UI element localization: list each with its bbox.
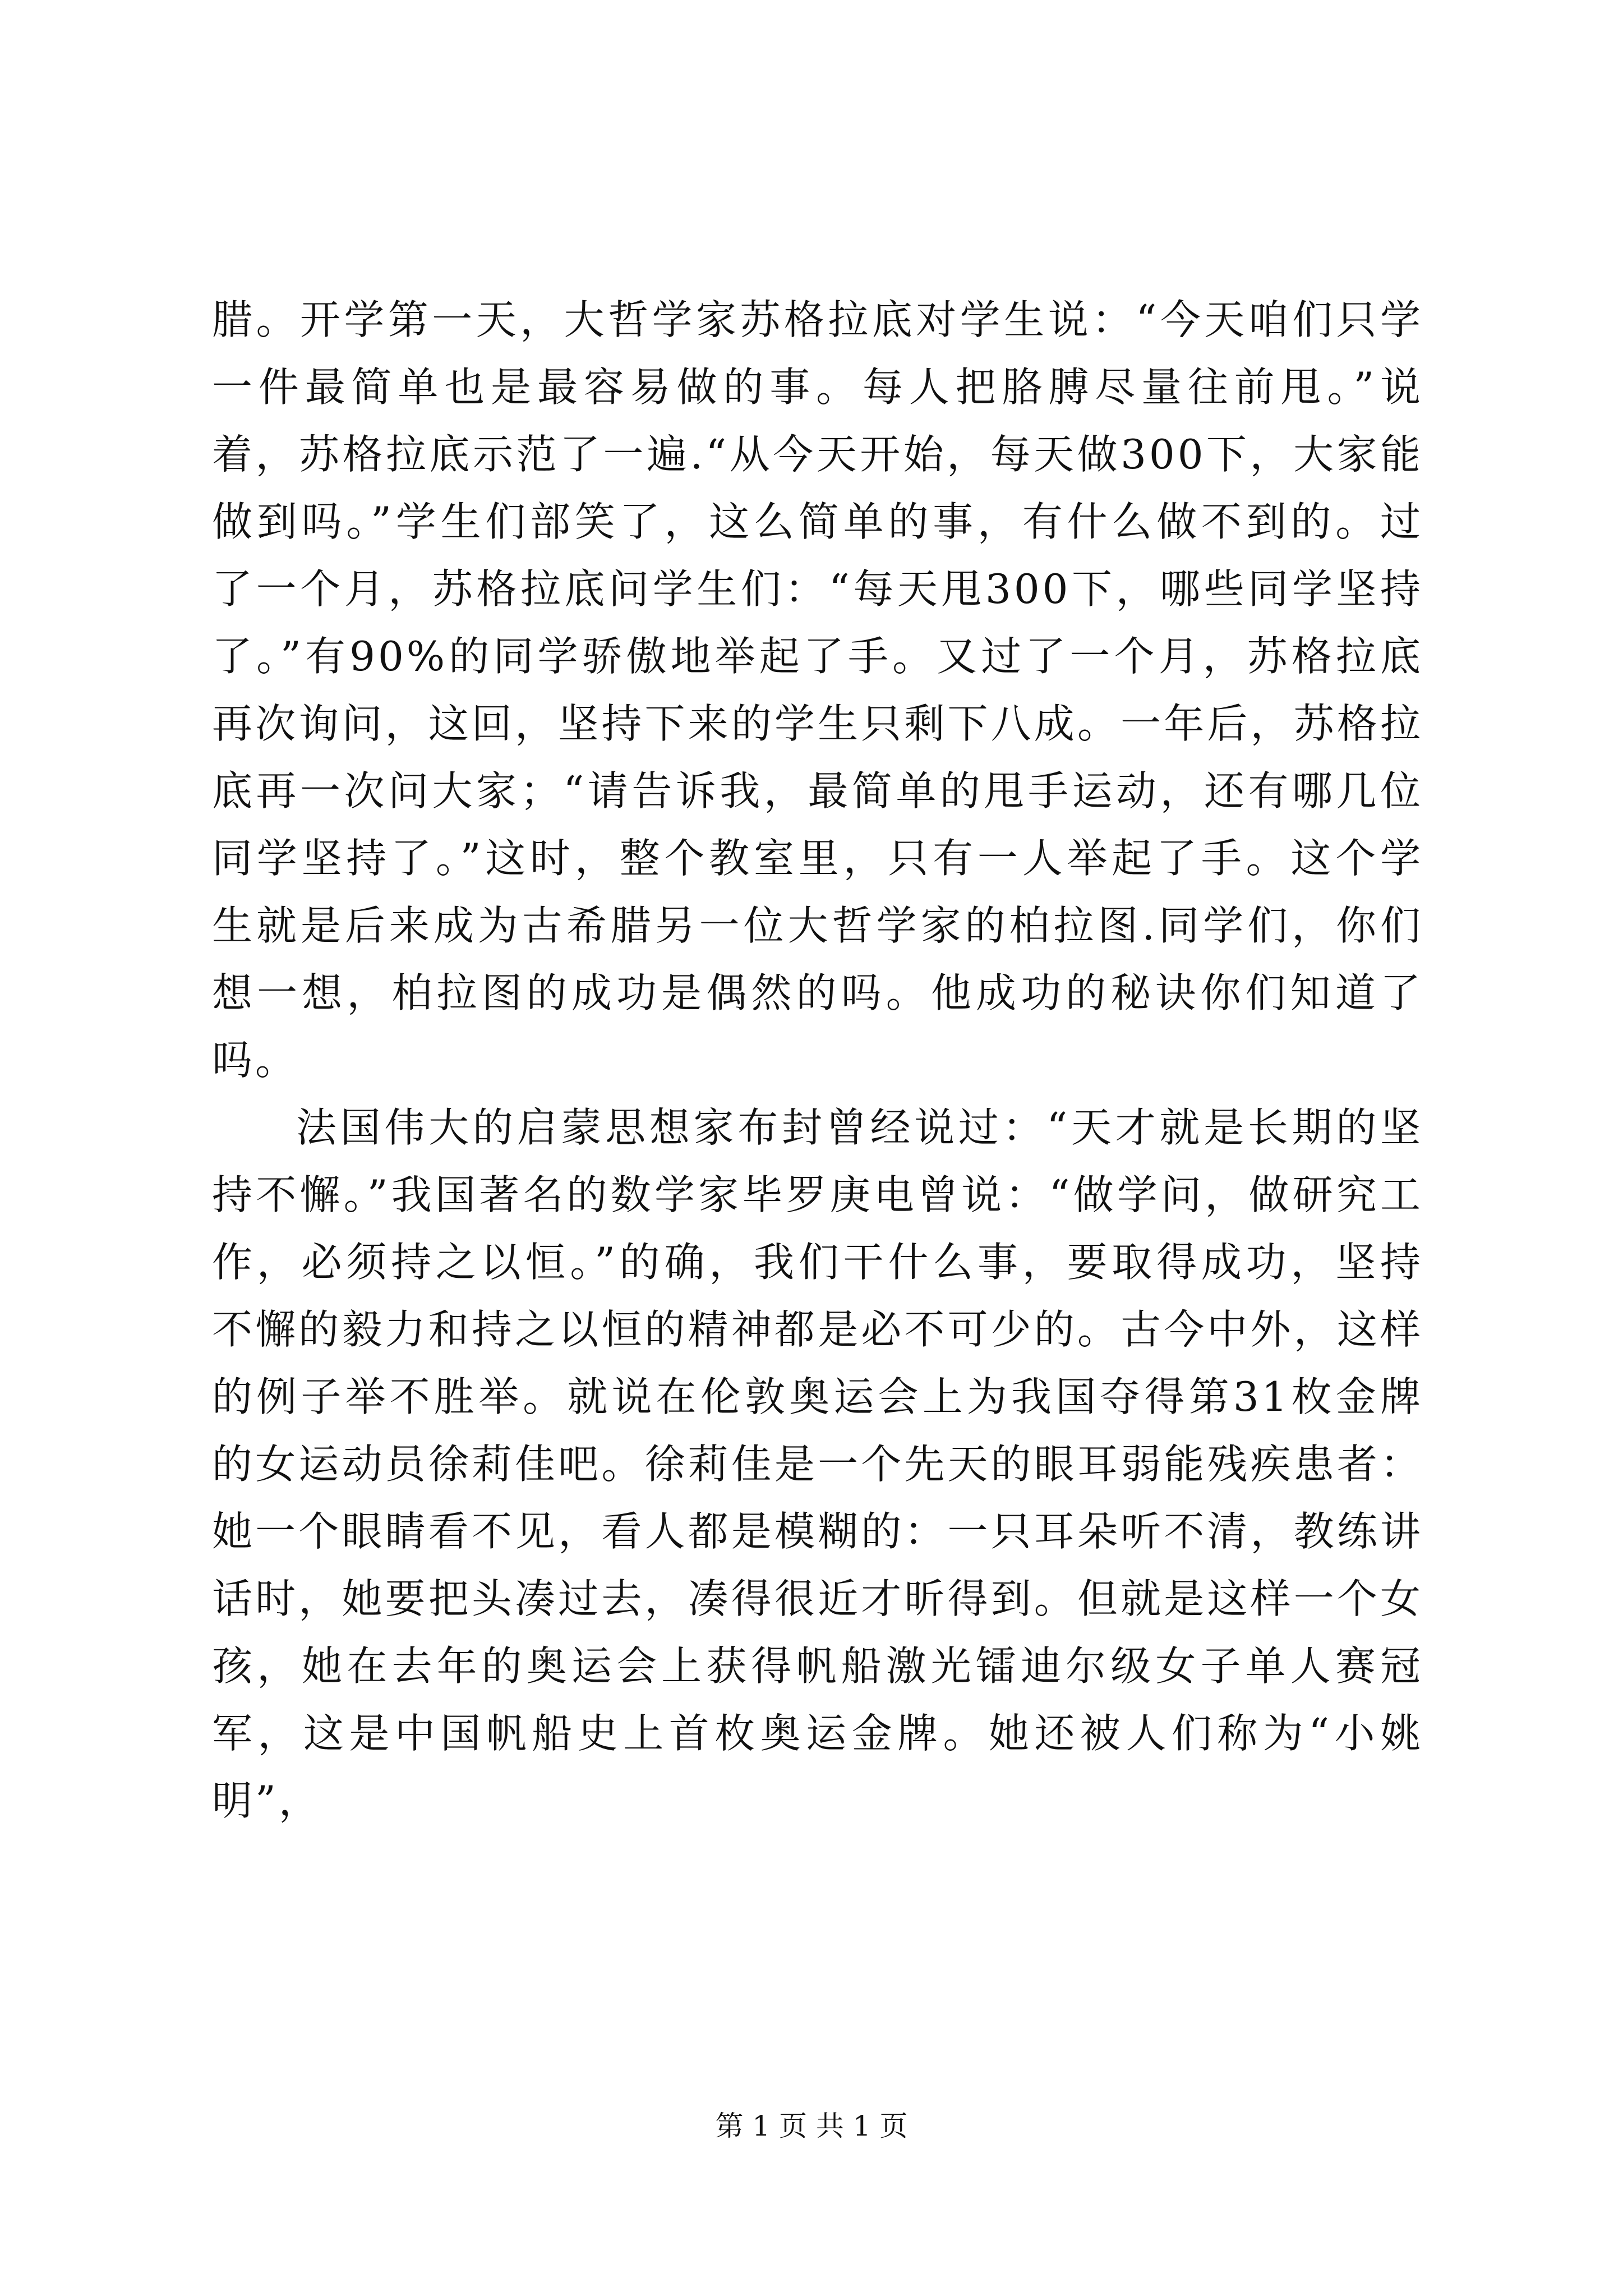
page-footer: 第 1 页 共 1 页 [715,2110,908,2142]
paragraph-perseverance: 法国伟大的启蒙思想家布封曾经说过：“天才就是长期的坚持不懈。”我国著名的数学家毕罗庚电曾说：“做学问，做研究工作，必须持之以恒。”的确，我们干什么事，要取得成功，坚持不懈的毅力和持之以恒的精神都是必不可少的。古今中外，这样的例子举不胜举。就说在伦敦奥运会上为我国夺得第31枚金牌的女运动员徐莉佳吧。徐莉佳是一个先天的眼耳弱能残疾患者：她一个眼睛看不见，看人都是模糊的：一只耳朵听不清，教练讲话时，她要把头凑过去，凑得很近才昕得到。但就是这样一个女孩，她在去年的奥运会上获得帆船激光镭迪尔级女子单人赛冠军，这是中国帆船史上首枚奥运金牌。她还被人们称为“小姚明”， [212,1104,1423,1824]
paragraph-socrates-story: 腊。开学第一天，大哲学家苏格拉底对学生说：“今天咱们只学一件最简单也是最容易做的事。每人把胳膊尽量往前甩。”说着，苏格拉底示范了一遍.“从今天开始，每天做300下，大家能做到吗。”学生们部笑了，这么简单的事，有什么做不到的。过了一个月，苏格拉底问学生们：“每天甩300下，哪些同学坚持了。”有90%的同学骄傲地举起了手。又过了一个月，苏格拉底再次询问，这回，坚持下来的学生只剩下八成。一年后，苏格拉底再一次问大家；“请告诉我，最简单的甩手运动，还有哪几位同学坚持了。”这时，整个教室里，只有一人举起了手。这个学生就是后来成为古希腊另一位大哲学家的柏拉图.同学们，你们想一想，柏拉图的成功是偶然的吗。他成功的秘诀你们知道了吗。 [212,296,1423,1084]
document-body [212,286,1423,1834]
